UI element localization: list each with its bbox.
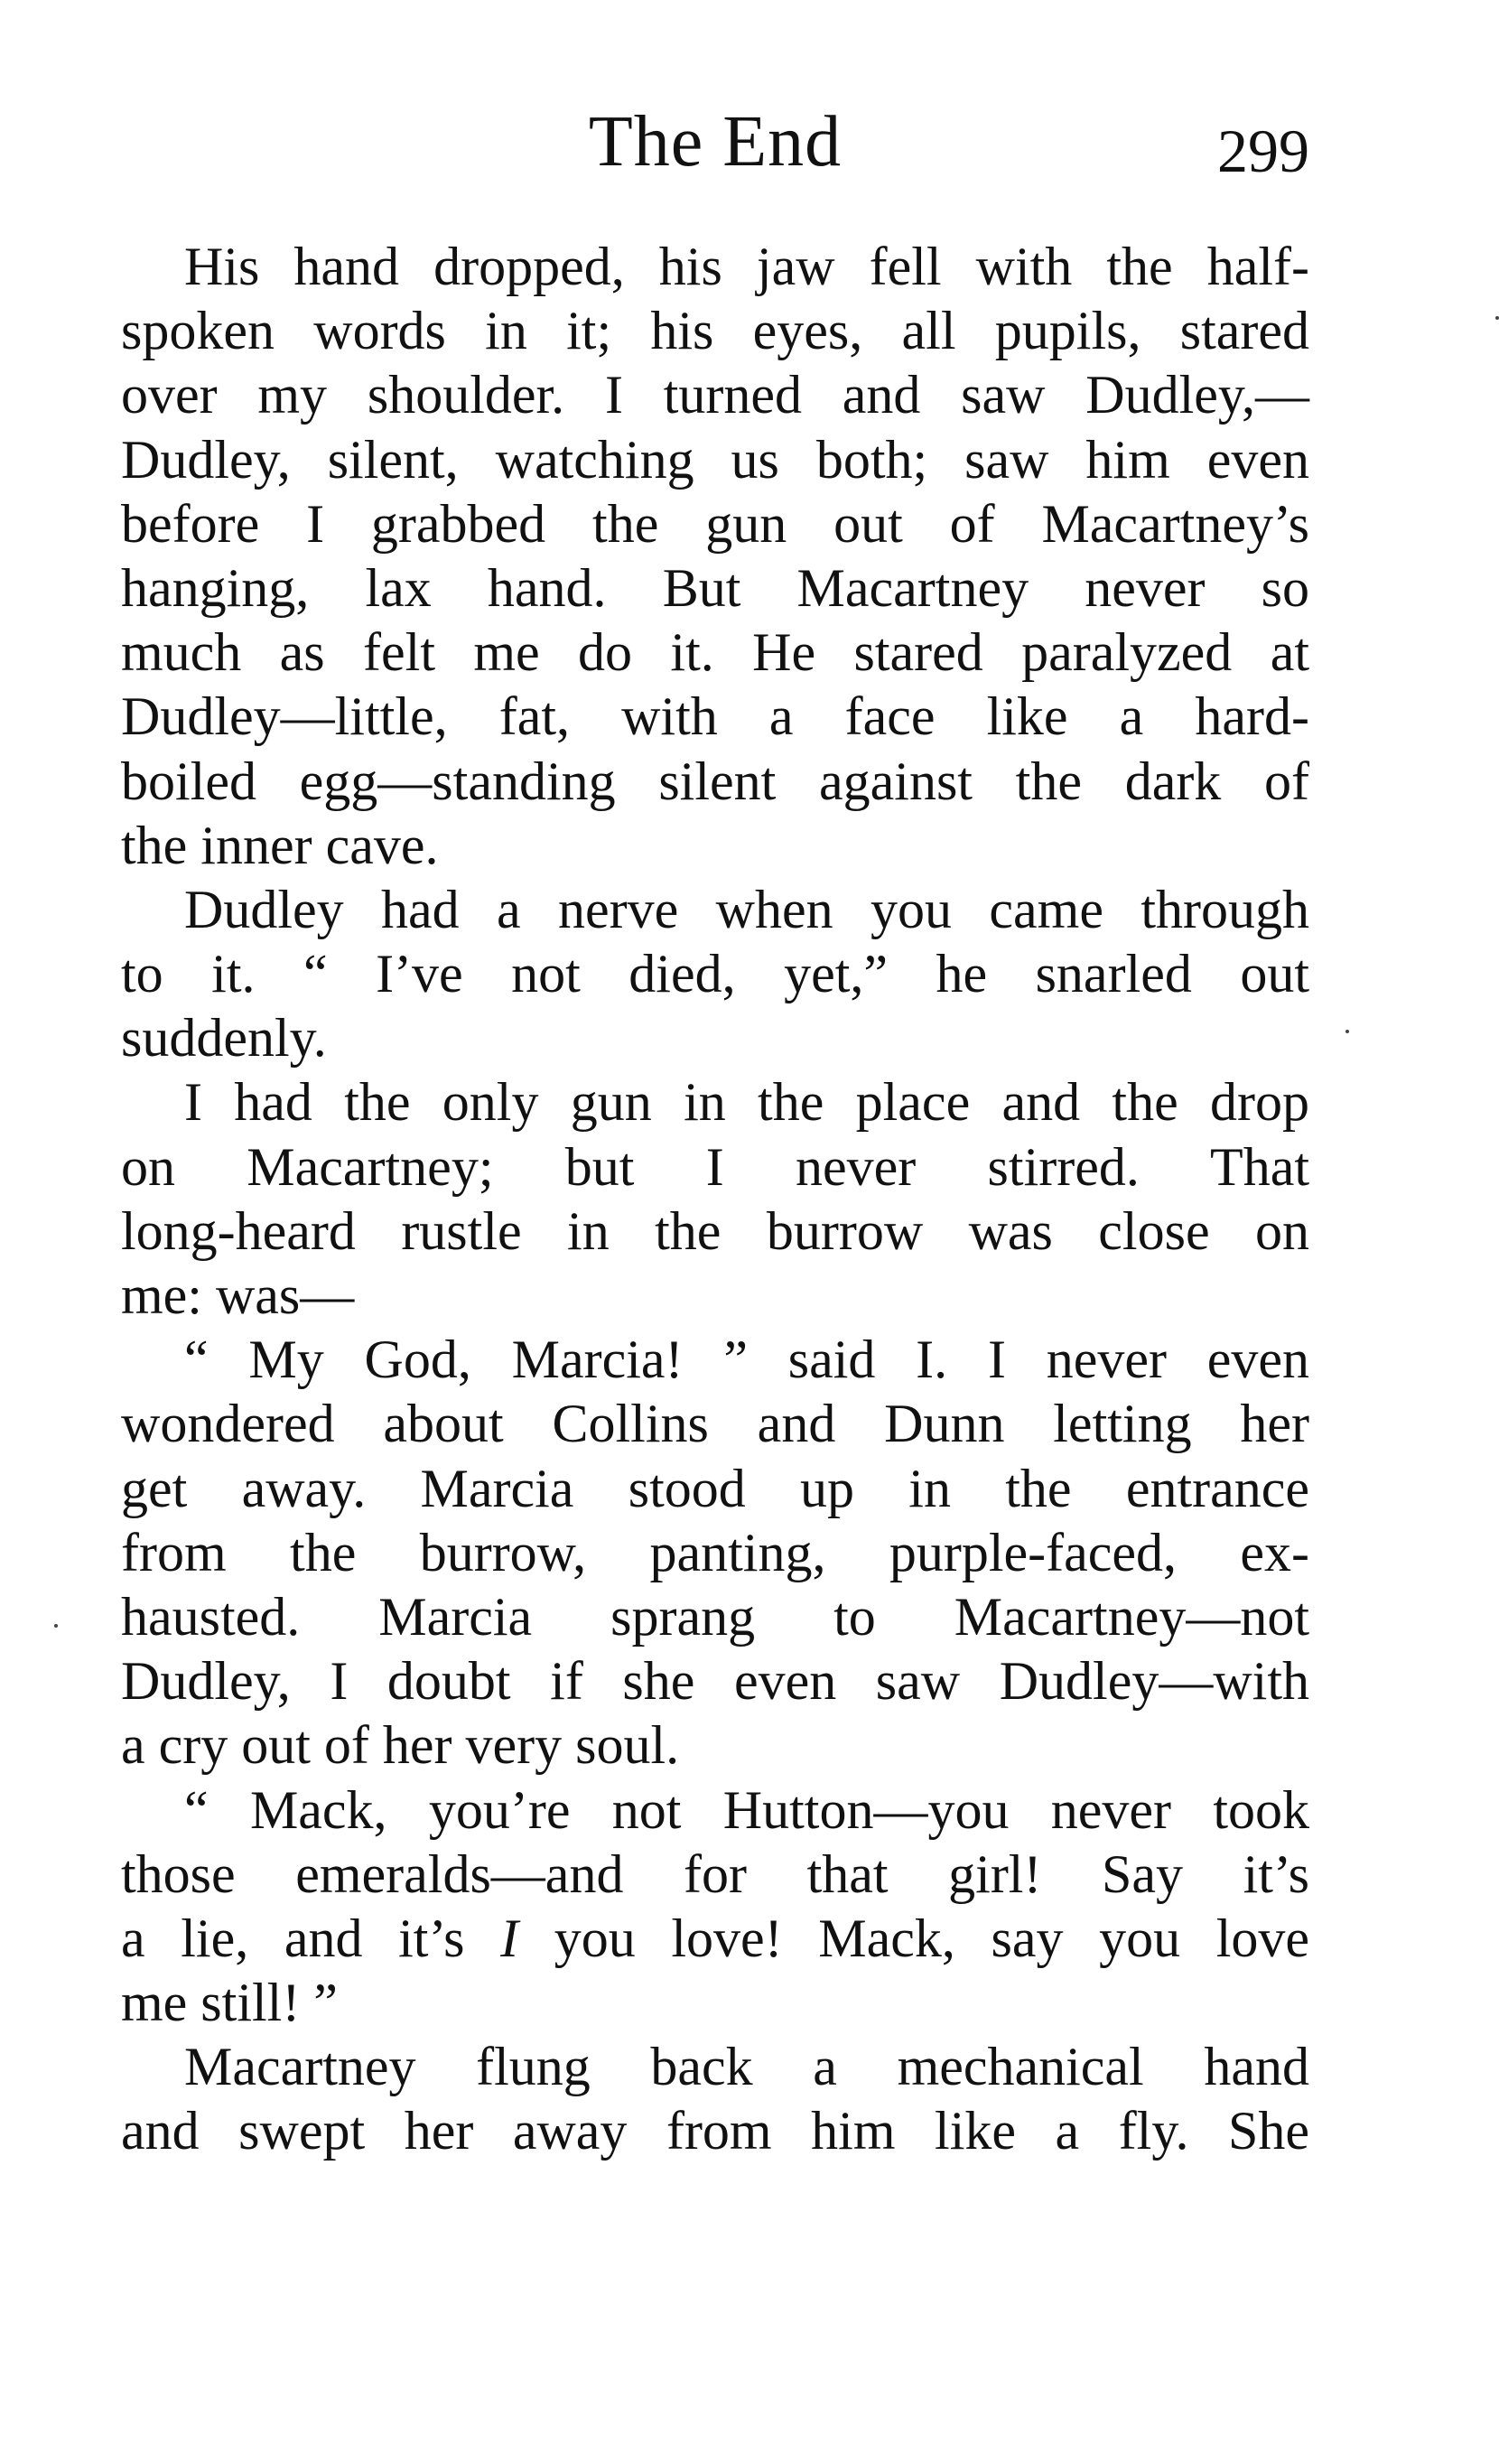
text-line: wondered about Collins and Dunn letting her [121,1394,1309,1454]
text-line: hanging, lax hand. But Macartney never so [121,557,1309,618]
text-line: Dudley, I doubt if she even saw Dudley—with [121,1651,1309,1712]
text-line: Dudley—little, fat, with a face like a hard- [121,686,1309,747]
text-line: from the burrow, panting, purple-faced, ex- [121,1522,1309,1582]
print-speck [1345,1030,1349,1033]
chapter-title: The End [588,102,843,182]
text-line: a cry out of her very soul. [121,1715,680,1776]
text-line: to it. “ I’ve not died, yet,” he snarled out [121,944,1309,1004]
text-line: boiled egg—standing silent against the dark of [121,751,1309,811]
text-line: Dudley, silent, watching us both; saw him even [121,429,1309,490]
text-line: Macartney flung back a mechanical hand [184,2037,1309,2097]
print-speck [54,1624,58,1628]
text-line [121,1907,1309,1971]
body-text [121,235,1309,2164]
text-line: me: was— [121,1265,355,1325]
text-line: much as felt me do it. He stared paralyzed at [121,622,1309,683]
text-line: the inner cave. [121,815,439,875]
text-line: get away. Marcia stood up in the entrance [121,1458,1309,1518]
text-line: His hand dropped, his jaw fell with the half- [184,237,1309,296]
text-line: on Macartney; but I never stirred. That [121,1136,1309,1197]
print-speck [1495,316,1499,320]
text-line: I had the only gun in the place and the drop [184,1072,1309,1133]
italic-text: I [500,1908,519,1968]
text-fragment: a lie, and it’s [121,1908,501,1968]
text-line: and swept her away from him like a fly. She [121,2101,1309,2161]
text-line: Dudley had a nerve when you came through [184,879,1309,939]
text-line: suddenly. [121,1008,327,1069]
text-line: over my shoulder. I turned and saw Dudley,— [121,365,1309,425]
text-line: hausted. Marcia sprang to Macartney—not [121,1586,1309,1647]
text-line: “ My God, Marcia! ” said I. I never even [184,1330,1309,1390]
text-line: spoken words in it; his eyes, all pupils, stared [121,301,1309,361]
page-number: 299 [1217,117,1309,185]
text-line: me still! ” [121,1973,338,2033]
running-header [121,101,1309,185]
text-line: before I grabbed the gun out of Macartney’s [121,493,1309,554]
text-line: those emeralds—and for that girl! Say it’s [121,1843,1309,1904]
text-line: “ Mack, you’re not Hutton—you never took [184,1779,1309,1840]
text-fragment: you love! Mack, say you love [518,1908,1309,1968]
text-line: long-heard rustle in the burrow was close on [121,1200,1309,1261]
